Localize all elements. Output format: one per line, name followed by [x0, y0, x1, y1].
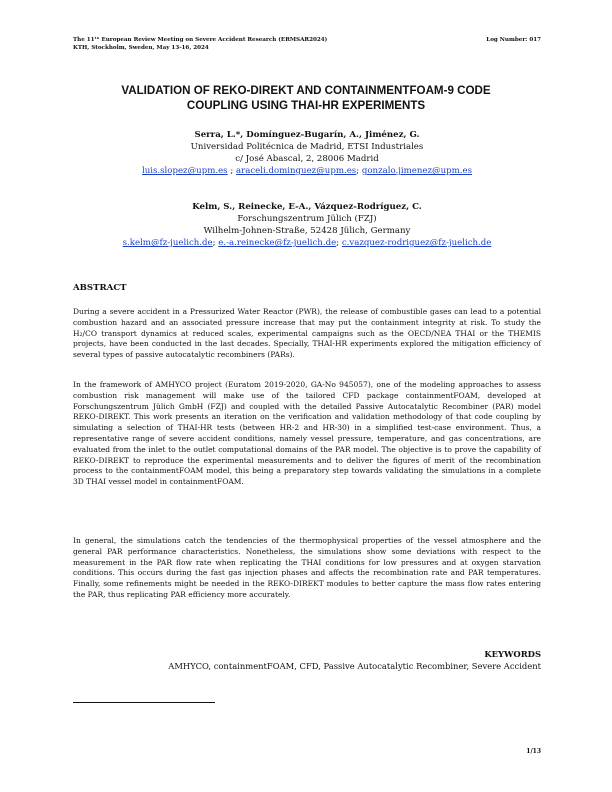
email-separator: ; — [212, 238, 219, 248]
abstract-paragraph-3: In general, the simulations catch the tendencies of the thermophysical properties of the vessel atmosphere and the general PAR performance characteristics. Nonetheless, the simulations show some deviations with respect to the measurement in the PAR flow rate when replicating the THAI conditions for low pressures and at oxygen starvation conditions. This occurs during the fast gas injection phases and affects the recombination rate and PAR temperatures. Finally, some refinements might be needed in the REKO-DIREKT modules to better capture the mass flow rates entering the PAR, thus replicating PAR efficiency more accurately. — [73, 536, 541, 599]
email-list — [73, 237, 541, 249]
page-number: 1/13 — [526, 748, 541, 755]
affiliation: Forschungszentrum Jülich (FZJ) — [237, 214, 377, 224]
abstract-paragraph-1: During a severe accident in a Pressurized Water Reactor (PWR), the release of combustible gases can lead to a potential combustion hazard and an associated pressure increase that may put the containment integrity at risk. To study the H₂/CO transport dynamics at reduced scales, experimental campaigns such as the OECD/NEA THAI or the THEMIS projects, have been conducted in the last decades. Specially, THAI-HR experiments explored the mitigation efficiency of several types of passive autocatalytic recombiners (PARs). — [73, 307, 541, 360]
email-separator: ; — [336, 238, 342, 248]
author-names: Kelm, S., Reinecke, E-A., Vázquez-Rodríguez, C. — [192, 202, 422, 212]
abstract-heading: ABSTRACT — [73, 283, 127, 293]
email-link[interactable]: s.kelm@fz-juelich.de — [122, 238, 213, 248]
author-names: Serra, L.*, Domínguez-Bugarín, A., Jiménez, G. — [194, 130, 420, 140]
email-separator: ; — [227, 166, 236, 176]
email-list — [73, 165, 541, 177]
title-line-2: COUPLING USING THAI-HR EXPERIMENTS — [186, 99, 426, 112]
email-link[interactable]: gonzalo.jimenez@upm.es — [361, 166, 473, 176]
email-link[interactable]: araceli.dominguez@upm.es — [235, 166, 357, 176]
email-link[interactable]: e.-a.reinecke@fz-juelich.de — [218, 238, 337, 248]
paper-title — [60, 83, 552, 113]
conference-name: The 11ᵗʰ European Review Meeting on Severe Accident Research (ERMSAR2024) — [73, 37, 328, 43]
address: c/ José Abascal, 2, 28006 Madrid — [235, 154, 379, 164]
title-line-1: VALIDATION OF REKO-DIREKT AND CONTAINMENTFOAM-9 CODE — [121, 84, 491, 97]
keywords-heading: KEYWORDS — [484, 649, 541, 659]
address: Wilhelm-Johnen-Straße, 52428 Jülich, Germany — [203, 226, 411, 236]
log-number: Log Number: 017 — [486, 37, 541, 43]
email-separator: ; — [356, 166, 362, 176]
email-link[interactable]: luis.slopez@upm.es — [141, 166, 228, 176]
abstract-paragraph-2: In the framework of AMHYCO project (Euratom 2019-2020, GA-No 945057), one of the modeling approaches to assess combustion risk management will make use of the tailored CFD package containmentFOAM, developed at Forschungszentrum Jülich GmbH (FZJ) and coupled with the detailed Passive Autocatalytic Recombiner (PAR) model REKO-DIREKT. This work presents an iteration on the verification and validation methodology of that code coupling by simulating a selection of THAI-HR tests (between HR-2 and HR-30) in a simplified test-case environment. Thus, a representative range of severe accident conditions, namely vessel pressure, temperature, and gas concentrations, are evaluated from the inlet to the outlet computational domains of the PAR model. The objective is to prove the capability of REKO-DIREKT to reproduce the experimental measurements and to deliver the figures of merit of the recombination process to the containmentFOAM model, this being a preparatory step towards validating the simulations in a complete 3D THAI vessel model in containmentFOAM. — [73, 380, 541, 487]
conference-info — [73, 36, 327, 52]
email-link[interactable]: c.vazquez-rodriguez@fz-juelich.de — [341, 238, 492, 248]
keywords-block — [73, 648, 541, 672]
keywords-list: AMHYCO, containmentFOAM, CFD, Passive Autocatalytic Recombiner, Severe Accident — [168, 661, 541, 671]
footnote-divider — [73, 702, 215, 703]
affiliation: Universidad Politécnica de Madrid, ETSI Industriales — [190, 142, 424, 152]
conference-location: KTH, Stockholm, Sweden, May 13-16, 2024 — [73, 45, 209, 51]
author-block-fzj — [73, 201, 541, 249]
author-block-upm — [73, 129, 541, 177]
